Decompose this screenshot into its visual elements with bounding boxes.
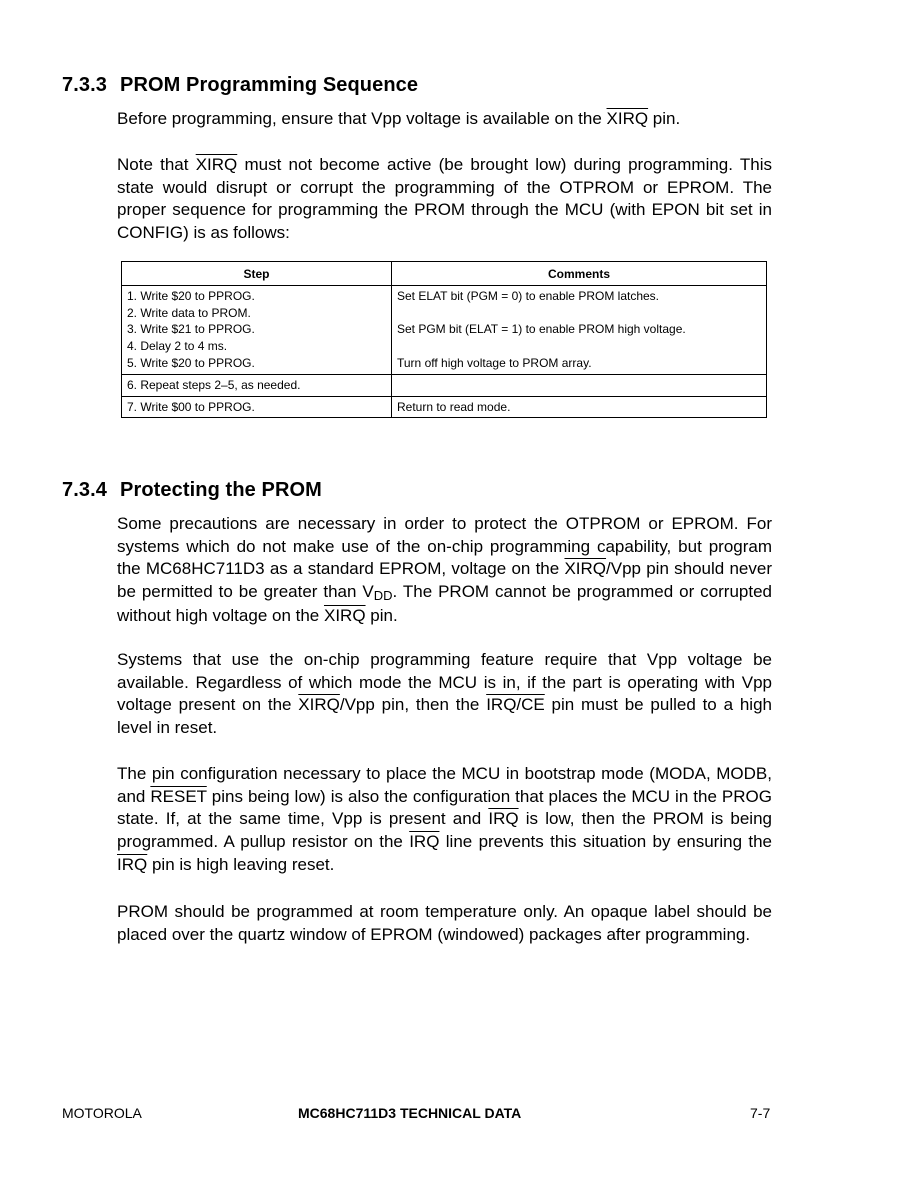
text-run: Note that: [117, 155, 196, 174]
comment-1: Set ELAT bit (PGM = 0) to enable PROM latches.: [397, 288, 660, 303]
comment-2: [397, 305, 761, 322]
comment-4: [397, 338, 761, 355]
comment-3: Set PGM bit (ELAT = 1) to enable PROM high voltage.: [397, 322, 686, 337]
comment-7: Return to read mode.: [397, 399, 511, 414]
text-run: The pin configuration necessary to place the MCU in bootstrap mode (MODA, MODB, and: [117, 764, 772, 806]
step-4: 4. Delay 2 to 4 ms.: [127, 339, 228, 354]
section-title: PROM Programming Sequence: [120, 74, 419, 96]
paragraph-room-temperature: PROM should be programmed at room temperature only. An opaque label should be placed over the quartz window of EPROM (windowed) packages after programming.: [117, 902, 772, 944]
signal-xirq: XIRQ: [564, 559, 607, 579]
text-run: pin is high leaving reset.: [147, 854, 335, 874]
table-row: [122, 285, 767, 374]
text-run: is low, then the PROM is being programmed. A pullup resistor on the: [117, 809, 772, 852]
table-row: [122, 396, 767, 418]
text-run: /Vpp pin should never be permitted to be greater than V: [117, 559, 772, 602]
paragraph-xirq-note: [117, 154, 772, 245]
text-run: must not become active (be brought low) during programming. This state would disrupt or corrupt the programming of the OTPROM or EPROM. The proper sequence for programming the PROM through the MCU (with EPON bit set in CONFIG) is as follows:: [117, 155, 772, 243]
paragraph-vpp-requirement: [117, 108, 772, 131]
text-run: pins being low) is also the configuration that places the MCU in the PROG state. If, at the same time, Vpp is present and: [117, 786, 772, 829]
section-title: Protecting the PROM: [120, 479, 322, 501]
signal-xirq: XIRQ: [195, 155, 238, 174]
signal-irq: $\overline{IRQ}$: [409, 832, 440, 852]
step-2: 2. Write data to PROM.: [127, 305, 251, 320]
text-run: line prevents this situation by ensuring the: [439, 832, 772, 852]
section-heading-7-3-3: [62, 74, 418, 97]
signal-xirq: XIRQ: [606, 109, 649, 128]
footer-brand: MOTOROLA: [62, 1105, 142, 1121]
footer-page-number: 7-7: [750, 1105, 771, 1121]
text-run: Some precautions are necessary in order to protect the OTPROM or EPROM. For systems which do not make use of the on-chip programming capability, but program the MC68HC711D3 as a standard EPROM, voltage on the: [117, 514, 772, 579]
signal-irq: $\overline{IRQ}$: [488, 809, 519, 829]
comment-6: [397, 377, 761, 394]
step-6: 6. Repeat steps 2–5, as needed.: [127, 377, 301, 392]
step-cell: [122, 285, 392, 374]
section-number: 7.3.3: [62, 74, 107, 96]
comment-cell: [392, 374, 767, 396]
step-3: 3. Write $21 to PPROG.: [127, 322, 255, 337]
signal-reset: RESET: [150, 786, 207, 806]
footer-document-title: MC68HC711D3 TECHNICAL DATA: [298, 1105, 522, 1121]
step-7: 7. Write $00 to PPROG.: [127, 399, 255, 414]
paragraph-precautions: [117, 513, 772, 628]
comment-cell: [392, 396, 767, 418]
comment-5: Turn off high voltage to PROM array.: [397, 355, 592, 370]
table-row: [122, 374, 767, 396]
text-run: /Vpp pin, then the: [339, 695, 487, 715]
step-cell: [122, 374, 392, 396]
subscript-dd: DD: [373, 588, 393, 604]
step-1: 1. Write $20 to PPROG.: [127, 288, 255, 303]
section-heading-7-3-4: [62, 479, 322, 502]
text-run: pin.: [365, 605, 398, 625]
signal-irq: $\overline{IRQ}$: [117, 854, 148, 874]
text-run: . The PROM cannot be programmed or corrupted without high voltage on the: [117, 582, 772, 625]
step-cell: [122, 396, 392, 418]
header-comments: Comments: [392, 262, 767, 286]
paragraph-on-chip-programming: [117, 649, 772, 740]
signal-xirq: XIRQ: [298, 695, 340, 715]
text-run: pin.: [648, 109, 681, 128]
signal-xirq: XIRQ: [323, 605, 366, 625]
step-5: 5. Write $20 to PPROG.: [127, 355, 255, 370]
table-header-row: [122, 262, 767, 286]
text-run: Before programming, ensure that Vpp voltage is available on the: [117, 109, 607, 128]
paragraph-bootstrap-config: [117, 763, 772, 877]
programming-steps-table: [121, 261, 767, 418]
header-step: Step: [122, 262, 392, 286]
section-number: 7.3.4: [62, 479, 107, 501]
signal-irq-ce: IRQ/CE: [486, 695, 545, 715]
text-run: Systems that use the on-chip programming feature require that Vpp voltage be available. Regardless of which mode the MCU is in, if the part is operating with Vpp voltage present on the: [117, 650, 772, 715]
comment-cell: [392, 285, 767, 374]
text-run: pin must be pulled to a high level in reset.: [117, 695, 772, 738]
